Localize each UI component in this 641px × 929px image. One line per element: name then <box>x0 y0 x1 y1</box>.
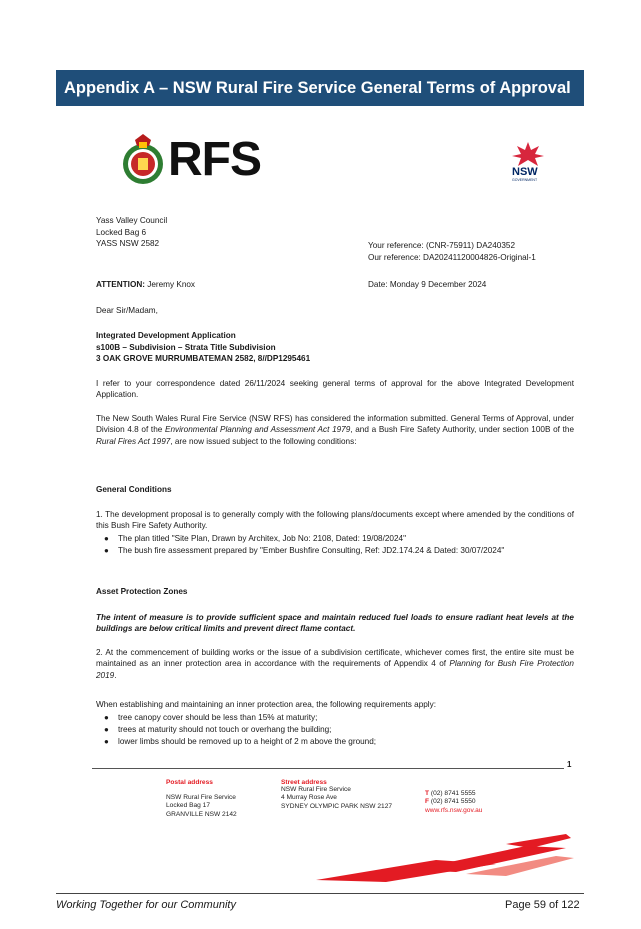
act-name: Environmental Planning and Assessment Act 1979 <box>164 425 351 435</box>
guideline-name: Planning for Bush Fire Protection 2019 <box>96 659 574 680</box>
page-footer-rule <box>56 893 584 894</box>
postal-line: NSW Rural Fire Service <box>166 794 236 801</box>
recipient-address <box>96 215 167 250</box>
our-reference: Our reference: DA20241120004826-Original-1 <box>368 252 536 262</box>
recipient-line: Yass Valley Council <box>96 216 168 225</box>
recipient-line: Locked Bag 6 <box>96 227 147 237</box>
bullet-icon: ● <box>104 534 109 543</box>
condition-2 <box>96 647 574 681</box>
assessment-text: , are now issued subject to the following conditions: <box>170 436 357 446</box>
nsw-government-logo <box>506 142 550 190</box>
nsw-wordmark: NSW <box>512 166 538 178</box>
list-item-text: The bush fire assessment prepared by "Ember Bushfire Consulting, Ref: JD2.174.24 & Dated: 30/07/2024" <box>118 546 505 555</box>
subject-block <box>96 330 310 365</box>
waratah-icon <box>512 142 544 166</box>
nsw-government-label: GOVERNMENT <box>512 178 538 182</box>
ipa-lead: When establishing and maintaining an inner protection area, the following requirements apply: <box>96 700 436 709</box>
street-address-label: Street address <box>281 779 327 786</box>
postal-line: GRANVILLE NSW 2142 <box>166 810 237 818</box>
salutation: Dear Sir/Madam, <box>96 306 158 315</box>
phone-letter: T <box>425 790 430 797</box>
rfs-logo <box>120 132 280 192</box>
list-item-text: The plan titled "Site Plan, Drawn by Architex, Job No: 2108, Dated: 19/08/2024" <box>118 534 406 543</box>
intro-paragraph: I refer to your correspondence dated 26/11/2024 seeking general terms of approval for the above Integrated Development Application. <box>96 379 574 400</box>
rfs-wordmark: RFS <box>168 133 261 186</box>
website-link[interactable]: www.rfs.nsw.gov.au <box>425 806 483 814</box>
recipient-line: YASS NSW 2582 <box>96 239 160 249</box>
list-item-text: lower limbs should be removed up to a height of 2 m above the ground; <box>118 737 377 746</box>
street-address <box>281 779 392 811</box>
subject-line: Integrated Development Application <box>96 331 236 340</box>
fax-letter: F <box>425 798 430 806</box>
postal-address-label: Postal address <box>166 779 213 786</box>
list-item <box>104 533 558 544</box>
act-name: Rural Fires Act 1997 <box>96 436 171 446</box>
assessment-text: , and a Bush Fire Safety Authority, under section 100B of the <box>350 425 574 435</box>
condition-text: 2. At the commencement of building works or the issue of a subdivision certificate, whichever comes first, the entire site must be maintained as an inner protection area in accordance with the requirements of Appendix 4 of <box>96 648 574 669</box>
postal-address <box>166 779 237 819</box>
letter-page-number: 1 <box>567 760 572 769</box>
attention-label: ATTENTION: <box>96 280 145 289</box>
subject-line: 3 OAK GROVE MURRUMBATEMAN 2582, 8//DP1295461 <box>96 354 311 364</box>
list-item <box>104 712 558 723</box>
bullet-icon: ● <box>104 725 109 734</box>
postal-line: Locked Bag 17 <box>166 802 210 810</box>
street-line: NSW Rural Fire Service <box>281 786 351 793</box>
assessment-text: The New South Wales Rural Fire Service (NSW RFS) has considered the information submitted. General Terms of Approval, under Division 4.8 of the <box>96 414 574 435</box>
list-item <box>104 724 558 735</box>
letter-footer-rule <box>92 768 564 769</box>
list-item-text: tree canopy cover should be less than 15% at maturity; <box>118 713 318 722</box>
list-item <box>104 545 538 556</box>
letter-date: Date: Monday 9 December 2024 <box>368 280 487 289</box>
contact-details <box>425 790 482 815</box>
condition-1: 1. The development proposal is to generally comply with the following plans/documents except where amended by the conditions of this Bush Fire Safety Authority. <box>96 510 574 531</box>
attention-line <box>96 279 195 291</box>
condition-text: . <box>114 670 117 680</box>
red-swoosh-graphic <box>316 834 576 884</box>
attention-name: Jeremy Knox <box>147 280 196 289</box>
your-reference: Your reference: (CNR-75911) DA240352 <box>368 241 516 250</box>
general-conditions-heading: General Conditions <box>96 485 172 494</box>
bullet-icon: ● <box>104 546 109 555</box>
street-line: 4 Murray Rose Ave <box>281 794 337 802</box>
list-item <box>104 736 558 747</box>
subject-line: s100B – Subdivision – Strata Title Subdivision <box>96 342 276 352</box>
street-line: SYDNEY OLYMPIC PARK NSW 2127 <box>281 802 393 810</box>
phone-line <box>425 790 482 798</box>
page-number: Page 59 of 122 <box>505 899 580 911</box>
appendix-banner <box>56 70 584 106</box>
intent-statement: The intent of measure is to provide sufficient space and maintain reduced fuel loads to ensure radiant heat levels at the buildings are below critical limits and prevent direct flame contact. <box>96 613 574 634</box>
phone-number: (02) 8741 5555 <box>430 790 476 797</box>
references-block <box>368 240 536 263</box>
appendix-title: Appendix A – NSW Rural Fire Service General Terms of Approval <box>64 79 571 97</box>
footer-slogan: Working Together for our Community <box>56 899 236 911</box>
bullet-icon: ● <box>104 713 109 722</box>
fax-number: (02) 8741 5550 <box>430 798 476 806</box>
list-item-text: trees at maturity should not touch or overhang the building; <box>118 725 332 734</box>
asset-protection-heading: Asset Protection Zones <box>96 587 188 596</box>
assessment-paragraph <box>96 413 574 447</box>
rfs-emblem-icon <box>120 132 166 188</box>
fax-line <box>425 798 482 806</box>
bullet-icon: ● <box>104 737 109 746</box>
